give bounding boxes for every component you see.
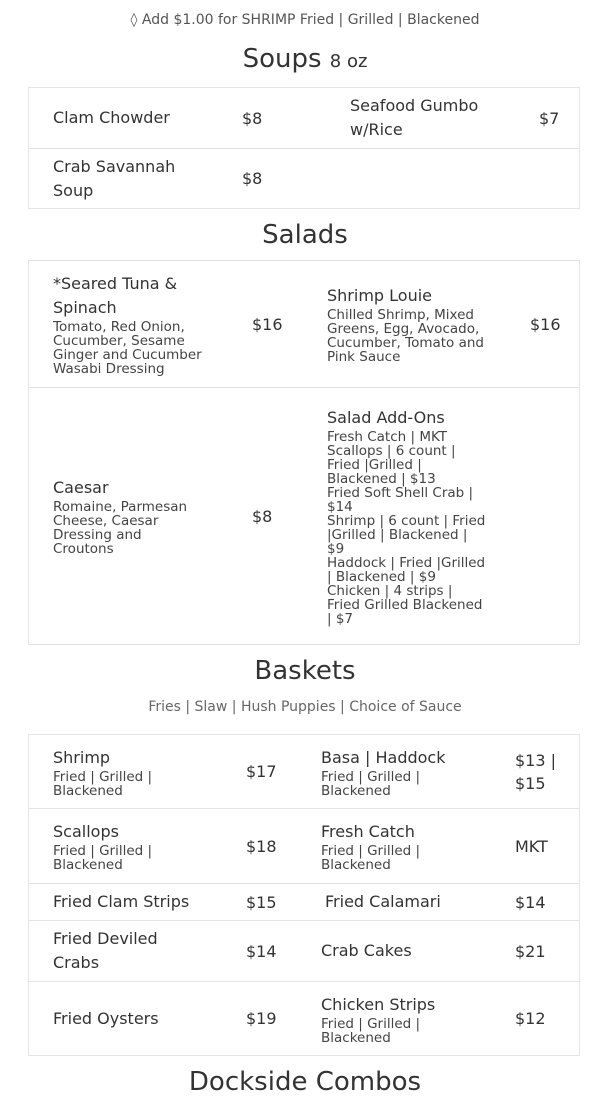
menu-item: [321, 735, 471, 808]
item-price: $16: [252, 314, 283, 334]
menu-row: [29, 921, 579, 982]
soups-heading: [0, 44, 610, 74]
menu-item: [53, 388, 203, 644]
item-description: Fried | Grilled | Blackened: [321, 768, 421, 799]
salads-heading: Salads: [262, 220, 348, 250]
menu-item: [53, 88, 213, 148]
item-price: $15: [246, 892, 277, 912]
item-price: $8: [242, 169, 263, 188]
combos-heading: Dockside Combos: [188, 1067, 422, 1097]
addon-item: Fried Soft Shell Crab | $14: [327, 485, 474, 515]
item-name: Scallops: [53, 822, 119, 841]
menu-row: [29, 149, 579, 208]
item-description: Fried | Grilled | Blackened: [321, 843, 421, 873]
soups-title: Soups: [242, 44, 322, 74]
item-description: Romaine, Parmesan Cheese, Caesar Dressing and Croutons: [53, 499, 188, 557]
item-name: Fried Oysters: [53, 1008, 159, 1028]
item-name: Fried Calamari: [325, 892, 441, 911]
item-description: Tomato, Red Onion, Cucumber, Sesame Ginger and Cucumber Wasabi Dressing: [53, 319, 202, 377]
menu-item: [325, 884, 485, 920]
menu-item: [53, 149, 193, 208]
addon-item: Fresh Catch | MKT: [327, 429, 448, 445]
menu-row: [29, 388, 579, 644]
item-name: Fresh Catch: [321, 822, 415, 841]
item-price: $7: [539, 108, 560, 128]
menu-row: [29, 735, 579, 809]
addons-title: Salad Add-Ons: [327, 408, 445, 427]
menu-row: [29, 982, 579, 1055]
item-name: Clam Chowder: [53, 108, 170, 127]
item-price: $8: [242, 108, 263, 128]
menu-item: [350, 88, 490, 148]
item-name: *Seared Tuna & Spinach: [53, 274, 178, 317]
menu-item: [53, 982, 203, 1055]
menu-item: [321, 982, 471, 1055]
baskets-sides: Fries | Slaw | Hush Puppies | Choice of Sauce: [148, 699, 462, 715]
item-description: Fried | Grilled | Blackened: [321, 1015, 421, 1046]
salads-table: [28, 260, 580, 645]
menu-item: [53, 921, 173, 981]
menu-item: [321, 921, 481, 981]
item-name: Crab Cakes: [321, 941, 412, 960]
addon-item: Chicken | 4 strips | Fried Grilled Blackened | $7: [327, 583, 483, 627]
item-price: $13 | $15: [515, 750, 557, 793]
item-price: $18: [246, 836, 277, 856]
item-description: Fried | Grilled | Blackened: [53, 768, 153, 799]
item-name: Basa | Haddock: [321, 747, 446, 767]
salad-addons: [327, 388, 487, 644]
item-price: $14: [246, 941, 277, 961]
menu-row: [29, 884, 579, 921]
item-price: $16: [530, 314, 561, 334]
menu-item: [321, 809, 471, 883]
item-description: Chilled Shrimp, Mixed Greens, Egg, Avocado, Cucumber, Tomato and Pink Sauce: [327, 307, 484, 365]
menu-row: [29, 809, 579, 884]
menu-item: [53, 735, 203, 808]
soups-table: [28, 87, 580, 209]
menu-item: [53, 884, 223, 920]
item-price: $19: [246, 1009, 277, 1028]
item-description: Fried | Grilled | Blackened: [53, 843, 153, 873]
addon-item: Haddock | Fried |Grilled | Blackened | $9: [327, 555, 486, 585]
item-name: Seafood Gumbo w/Rice: [350, 96, 479, 139]
item-name: Shrimp: [53, 747, 111, 767]
item-name: Fried Clam Strips: [53, 892, 190, 911]
menu-item: [53, 261, 218, 387]
menu-row: [29, 261, 579, 388]
addon-item: Shrimp | 6 count | Fried |Grilled | Blackened | $9: [327, 513, 486, 557]
baskets-heading: Baskets: [254, 656, 356, 686]
baskets-table: [28, 734, 580, 1056]
shrimp-addon-note: ◊ Add $1.00 for SHRIMP Fried | Grilled | Blackened: [130, 12, 480, 28]
item-name: Chicken Strips: [321, 994, 436, 1014]
item-name: Shrimp Louie: [327, 286, 432, 305]
item-price: $17: [246, 762, 277, 781]
item-price: $12: [515, 1009, 546, 1028]
soups-size: 8 oz: [329, 51, 368, 72]
item-price: $14: [515, 892, 546, 912]
item-price: MKT: [515, 836, 548, 856]
item-name: Crab Savannah Soup: [53, 156, 176, 200]
menu-item: [53, 809, 203, 883]
item-price: $21: [515, 941, 546, 961]
menu-row: [29, 88, 579, 149]
addon-item: Scallops | 6 count | Fried |Grilled | Blackened | $13: [327, 443, 456, 487]
item-price: $8: [252, 506, 273, 526]
item-name: Caesar: [53, 478, 109, 497]
menu-item: [327, 261, 487, 387]
item-name: Fried Deviled Crabs: [53, 929, 158, 972]
